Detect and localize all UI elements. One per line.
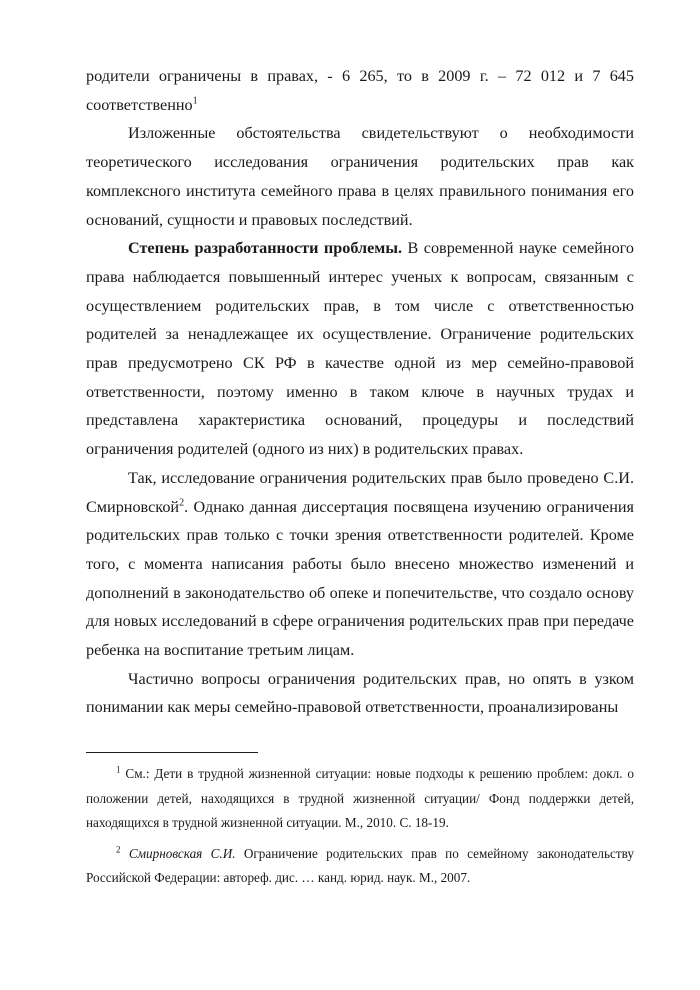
footnote-2 [86, 842, 634, 891]
paragraph-4-text-a: Так, исследование ограничения родительских прав было проведено С.И. Смирновской [86, 468, 634, 516]
footnote-1 [86, 762, 634, 836]
footnote-2-author: Смирновская С.И. [120, 845, 236, 861]
document-body [86, 62, 634, 722]
footnote-number-1: 1 [116, 764, 121, 775]
footnote-2-text: Ограничение родительских прав по семейному законодательству Российской Федерации: автореф. дис. … канд. юрид. наук. М., 2007. [86, 845, 634, 885]
paragraph-2 [86, 119, 634, 234]
paragraph-5-text: Частично вопросы ограничения родительских прав, но опять в узком понимании как меры семейно-правовой ответственности, проанализированы [86, 669, 634, 717]
paragraph-3-text: В современной науке семейного права наблюдается повышенный интерес ученых к вопросам, связанным с осуществлением родительских прав, в том числе с ответственностью родителей за ненадлежащее их осуществление. Ограничение родительских прав предусмотрено СК РФ в качестве одной из мер семейно-правовой ответственности, поэтому именно в таком ключе в научных трудах и представлена характеристика оснований, процедуры и последствий ограничения родителей (одного из них) в родительских правах. [86, 239, 634, 459]
footnote-ref-1[interactable]: 1 [192, 95, 198, 107]
footnote-1-text: См.: Дети в трудной жизненной ситуации: новые подходы к решению проблем: докл. о положении детей, находящихся в трудной жизненной ситуации/ Фонд поддержки детей, находящихся в трудной жизненной ситуации. М., 2010. С. 18-19. [86, 766, 634, 830]
paragraph-1-text: родители ограничены в правах, - 6 265, то в 2009 г. – 72 012 и 7 645 соответственно [86, 67, 634, 114]
footnote-separator [86, 752, 258, 753]
paragraph-3 [86, 234, 634, 464]
section-heading-inline: Степень разработанности проблемы. [128, 239, 402, 258]
footnote-ref-2[interactable]: 2 [179, 497, 185, 509]
footnotes [86, 762, 634, 897]
paragraph-5 [86, 665, 634, 722]
paragraph-2-text: Изложенные обстоятельства свидетельствуют о необходимости теоретического исследования ограничения родительских прав как комплексного института семейного права в целях правильного понимания его оснований, сущности и правовых последствий. [86, 124, 634, 229]
paragraph-4-text-b: . Однако данная диссертация посвящена изучению ограничения родительских прав только с точки зрения ответственности родителей. Кроме того, с момента написания работы было внесено множество изменений и дополнений в законодательство об опеке и попечительстве, что создало основу для новых исследований в сфере ограничения родительских прав при передаче ребенка на воспитание третьим лицам. [86, 497, 634, 660]
footnote-number-2: 2 [116, 844, 121, 855]
paragraph-4 [86, 464, 634, 665]
paragraph-1 [86, 62, 634, 119]
